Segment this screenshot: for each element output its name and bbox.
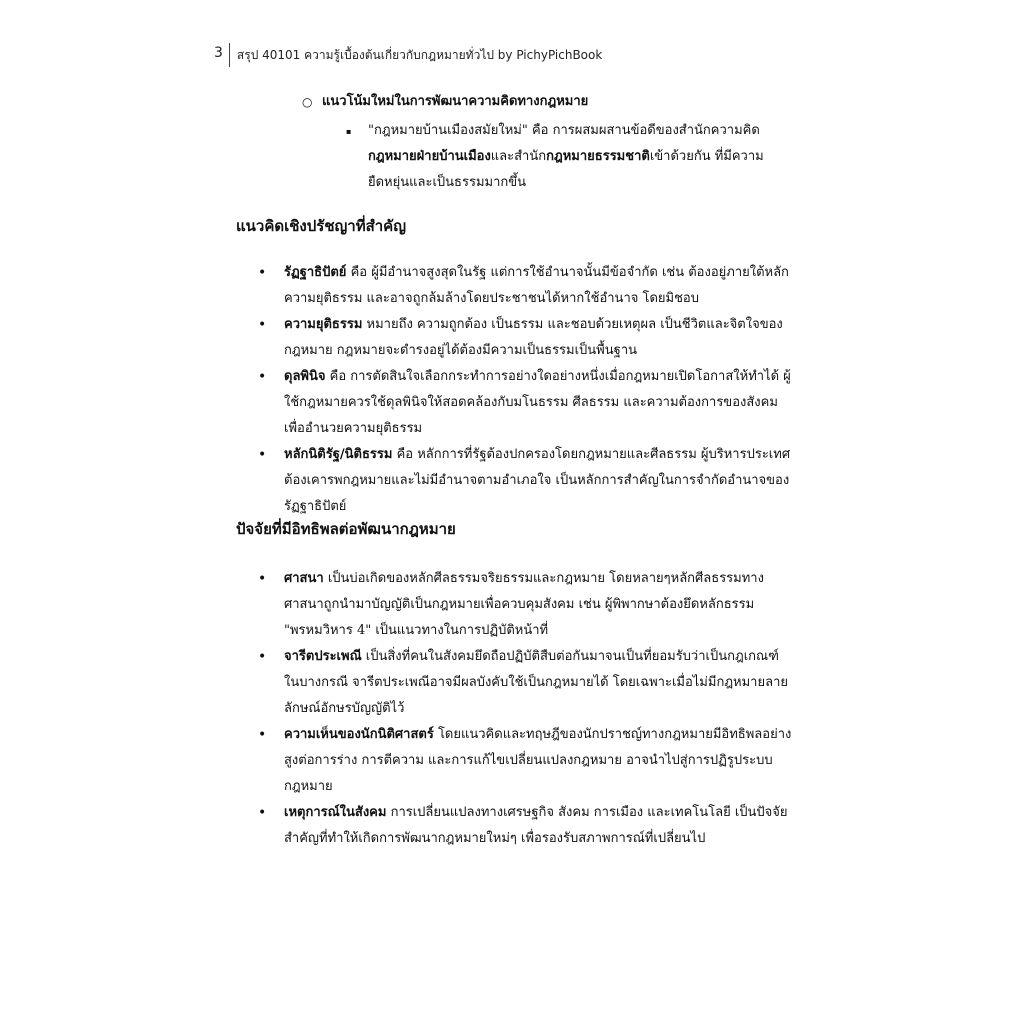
list-item-term: ดุลพินิจ [284,369,326,384]
new-approach-bold2: กฎหมายธรรมชาติ [546,149,650,164]
bullet-dot-icon: • [258,805,267,821]
new-approach-text [368,118,794,196]
list-item-text: เป็นสิ่งที่คนในสังคมยึดถือปฏิบัติสืบต่อกันมาจนเป็นที่ยอมรับว่าเป็นกฎเกณฑ์ ในบางกรณี จารีตประเพณีอาจมีผลบังคับใช้เป็นกฎหมายได้ โดยเฉพาะเมื่อไม่มีกฎหมายลายลักษณ์อักษรบัญญัติไว้ [284,649,788,716]
header-divider [229,43,230,67]
list-item [256,312,796,364]
list-item [256,364,796,442]
list-item-text: โดยแนวคิดและทฤษฎีของนักปราชญ์ทางกฎหมายมีอิทธิพลอย่างสูงต่อการร่าง การตีความ และการแก้ไขเปลี่ยนแปลงกฎหมาย อาจนำไปสู่การปฏิรูประบบกฎหมาย [284,727,792,794]
header-title: สรุป 40101 ความรู้เบื้องต้นเกี่ยวกับกฎหมายทั่วไป by PichyPichBook [236,47,603,62]
philosophy-list [256,260,796,520]
list-item-text: เป็นบ่อเกิดของหลักศีลธรรมจริยธรรมและกฎหมาย โดยหลายๆหลักศีลธรรมทางศาสนาถูกนำมาบัญญัติเป็นกฎหมายเพื่อควบคุมสังคม เช่น ผู้พิพากษาต้องยึดหลักธรรม "พรหมวิหาร 4" เป็นแนวทางในการปฏิบัติหน้าที่ [284,571,764,638]
list-item-term: ความยุติธรรม [284,317,363,332]
bullet-dot-icon: • [258,369,267,385]
bullet-dot-icon: • [258,571,267,587]
bullet-dot-icon: • [258,265,267,281]
list-item-text: คือ ผู้มีอำนาจสูงสุดในรัฐ แต่การใช้อำนาจนั้นมีข้อจำกัด เช่น ต้องอยู่ภายใต้หลักความยุติธรรม และอาจถูกล้มล้างโดยประชาชนได้หากใช้อำนาจ โดยมิชอบ [284,265,789,306]
new-approach-item [346,118,794,196]
list-item-text: คือ การตัดสินใจเลือกกระทำการอย่างใดอย่างหนึ่งเมื่อกฎหมายเปิดโอกาสให้ทำได้ ผู้ใช้กฎหมายควรใช้ดุลพินิจให้สอดคล้องกับมโนธรรม ศีลธรรม และความต้องการของสังคม เพื่ออำนวยความยุติธรรม [284,369,791,436]
list-item [256,566,796,644]
list-item [256,800,796,852]
bullet-dot-icon: • [258,317,267,333]
list-item [256,260,796,312]
new-approach-mid: และสำนัก [490,149,547,164]
list-item-term: ความเห็นของนักนิติศาสตร์ [284,727,434,742]
circle-bullet-icon: ○ [302,95,313,109]
list-item-term: เหตุการณ์ในสังคม [284,805,387,820]
list-item-term: ศาสนา [284,571,324,586]
new-approach-heading-row [302,92,802,112]
list-item-term: รัฏฐาธิปัตย์ [284,265,347,280]
new-approach-heading: แนวโน้มใหม่ในการพัฒนาความคิดทางกฎหมาย [322,94,589,109]
list-item-term: จารีตประเพณี [284,649,362,664]
bullet-dot-icon: • [258,447,267,463]
new-approach-bold1: กฎหมายฝ่ายบ้านเมือง [368,149,491,164]
bullet-dot-icon: • [258,727,267,743]
list-item [256,722,796,800]
page-number: 3 [214,45,223,61]
list-item [256,644,796,722]
list-item-text: การเปลี่ยนแปลงทางเศรษฐกิจ สังคม การเมือง และเทคโนโลยี เป็นปัจจัยสำคัญที่ทำให้เกิดการพัฒนากฎหมายใหม่ๆ เพื่อรองรับสภาพการณ์ที่เปลี่ยนไป [284,805,788,846]
new-approach-tail: เข้าด้วยกัน ที่มีความยืดหยุ่นและเป็นธรรมมากขึ้น [368,149,764,190]
list-item-term: หลักนิติรัฐ/นิติธรรม [284,447,393,462]
page-header [214,43,602,67]
list-item-text: หมายถึง ความถูกต้อง เป็นธรรม และชอบด้วยเหตุผล เป็นชีวิตและจิตใจของกฎหมาย กฎหมายจะดำรงอยู่ได้ต้องมีความเป็นธรรมเป็นพื้นฐาน [284,317,783,358]
list-item [256,442,796,520]
factors-list [256,566,796,852]
section-heading-philosophy: แนวคิดเชิงปรัชญาที่สำคัญ [236,217,406,235]
bullet-dot-icon: • [258,649,267,665]
list-item-text: คือ หลักการที่รัฐต้องปกครองโดยกฎหมายและศีลธรรม ผู้บริหารประเทศต้องเคารพกฎหมายและไม่มีอำนาจตามอำเภอใจ เป็นหลักการสำคัญในการจำกัดอำนาจของรัฏฐาธิปัตย์ [284,447,791,514]
square-bullet-icon: ▪ [346,127,352,136]
section-heading-factors: ปัจจัยที่มีอิทธิพลต่อพัฒนากฎหมาย [236,520,456,538]
new-approach-lead: "กฎหมายบ้านเมืองสมัยใหม่" คือ การผสมผสานข้อดีของสำนักความคิด [368,123,760,138]
